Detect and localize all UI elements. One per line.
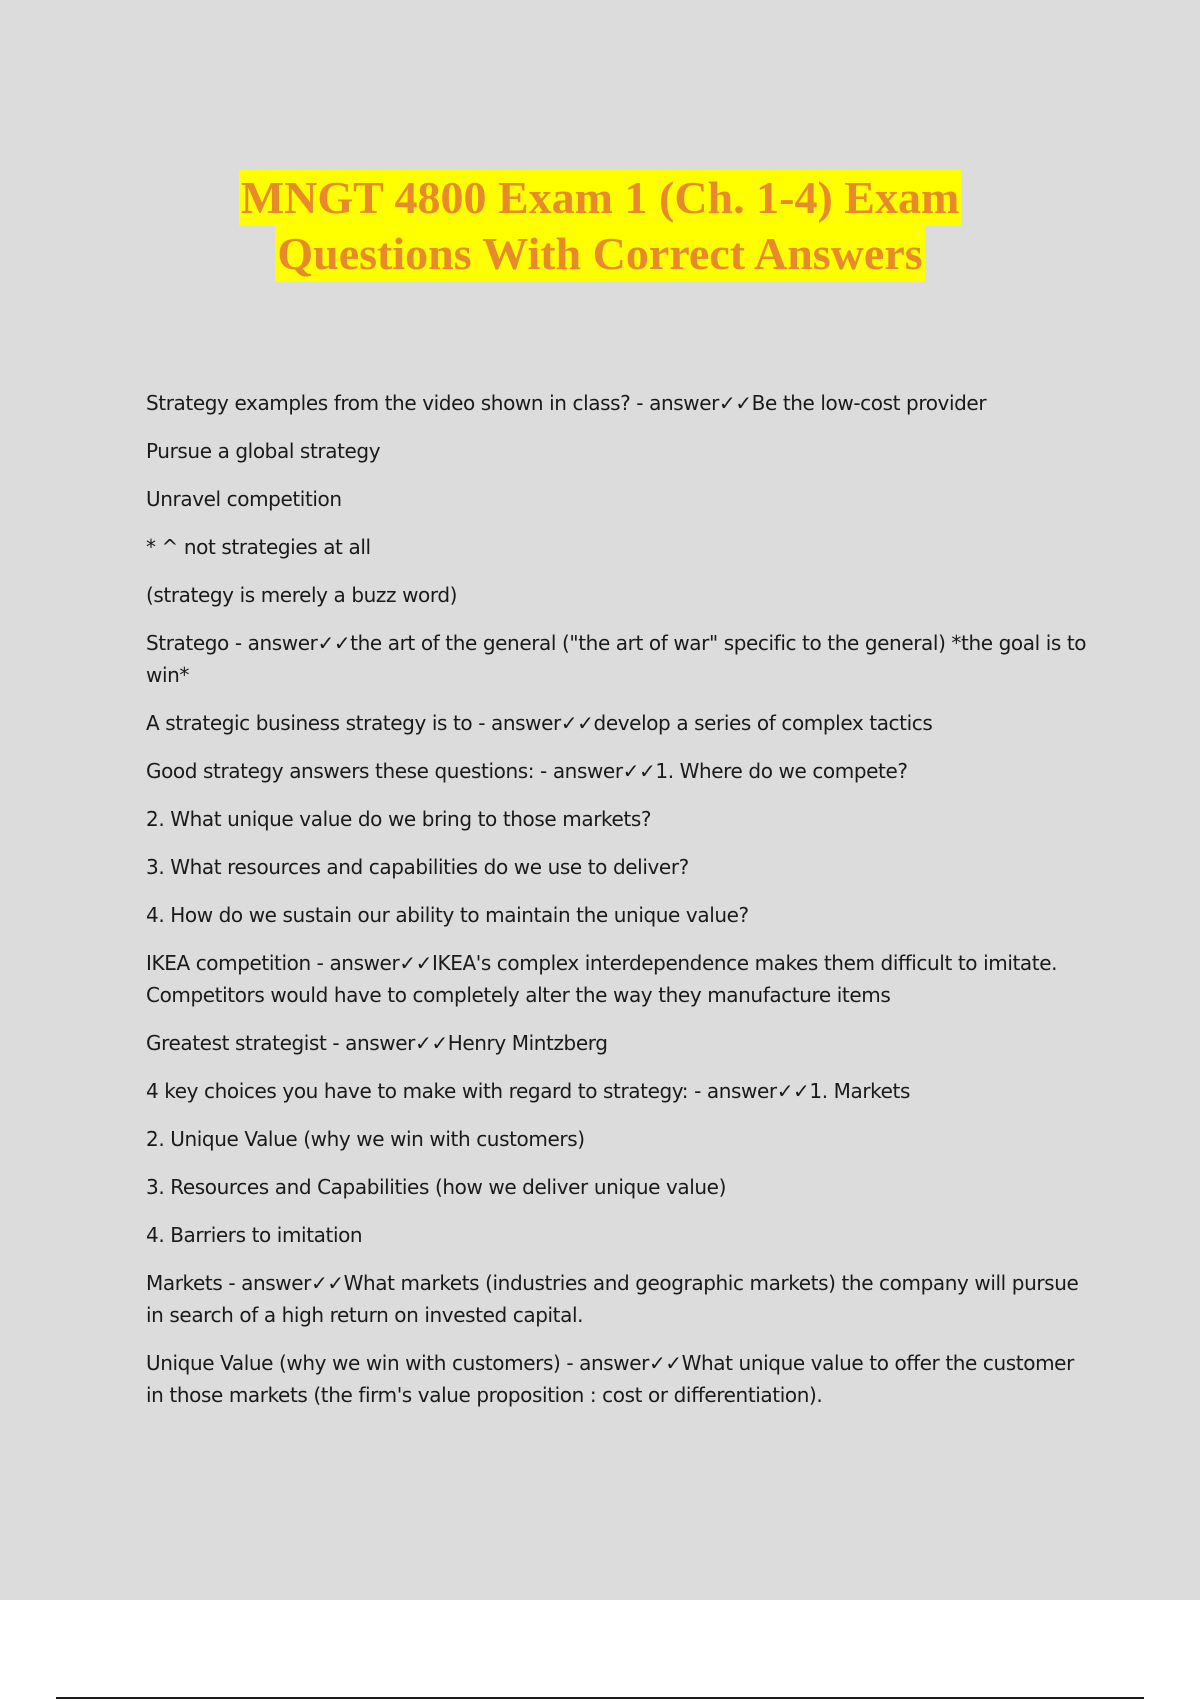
paragraph: 3. Resources and Capabilities (how we deliver unique value): [146, 1175, 726, 1199]
paragraph: * ^ not strategies at all: [146, 535, 371, 559]
paragraph: IKEA competition - answer✓✓IKEA's complex interdependence makes them difficult to imitate. Competitors would have to completely alter the way they manufacture items: [146, 951, 1058, 1007]
paragraph: 4. How do we sustain our ability to maintain the unique value?: [146, 903, 749, 927]
page-divider: [56, 1697, 1144, 1699]
paragraph: 4. Barriers to imitation: [146, 1223, 363, 1247]
paragraph: A strategic business strategy is to - answer✓✓develop a series of complex tactics: [146, 711, 933, 735]
paragraph: Pursue a global strategy: [146, 439, 381, 463]
paragraph: 2. What unique value do we bring to those markets?: [146, 807, 652, 831]
paragraph: Good strategy answers these questions: - answer✓✓1. Where do we compete?: [146, 759, 908, 783]
paragraph: Stratego - answer✓✓the art of the general ("the art of war" specific to the general) *the goal is to win*: [146, 631, 1087, 687]
paragraph: Greatest strategist - answer✓✓Henry Mintzberg: [146, 1031, 608, 1055]
paragraph: Strategy examples from the video shown in class? - answer✓✓Be the low-cost provider: [146, 391, 987, 415]
qa-content: [146, 387, 1096, 1427]
document-title: [0, 170, 1200, 282]
paragraph: Markets - answer✓✓What markets (industries and geographic markets) the company will pursue in search of a high return on invested capital.: [146, 1271, 1079, 1327]
title-line-2: Questions With Correct Answers: [275, 226, 924, 282]
paragraph: (strategy is merely a buzz word): [146, 583, 458, 607]
paragraph: 4 key choices you have to make with regard to strategy: - answer✓✓1. Markets: [146, 1079, 911, 1103]
title-line-1: MNGT 4800 Exam 1 (Ch. 1-4) Exam: [239, 170, 962, 226]
paragraph: Unique Value (why we win with customers) - answer✓✓What unique value to offer the customer in those markets (the firm's value proposition : cost or differentiation).: [146, 1351, 1074, 1407]
paragraph: Unravel competition: [146, 487, 342, 511]
paragraph: 2. Unique Value (why we win with customers): [146, 1127, 585, 1151]
paragraph: 3. What resources and capabilities do we use to deliver?: [146, 855, 689, 879]
